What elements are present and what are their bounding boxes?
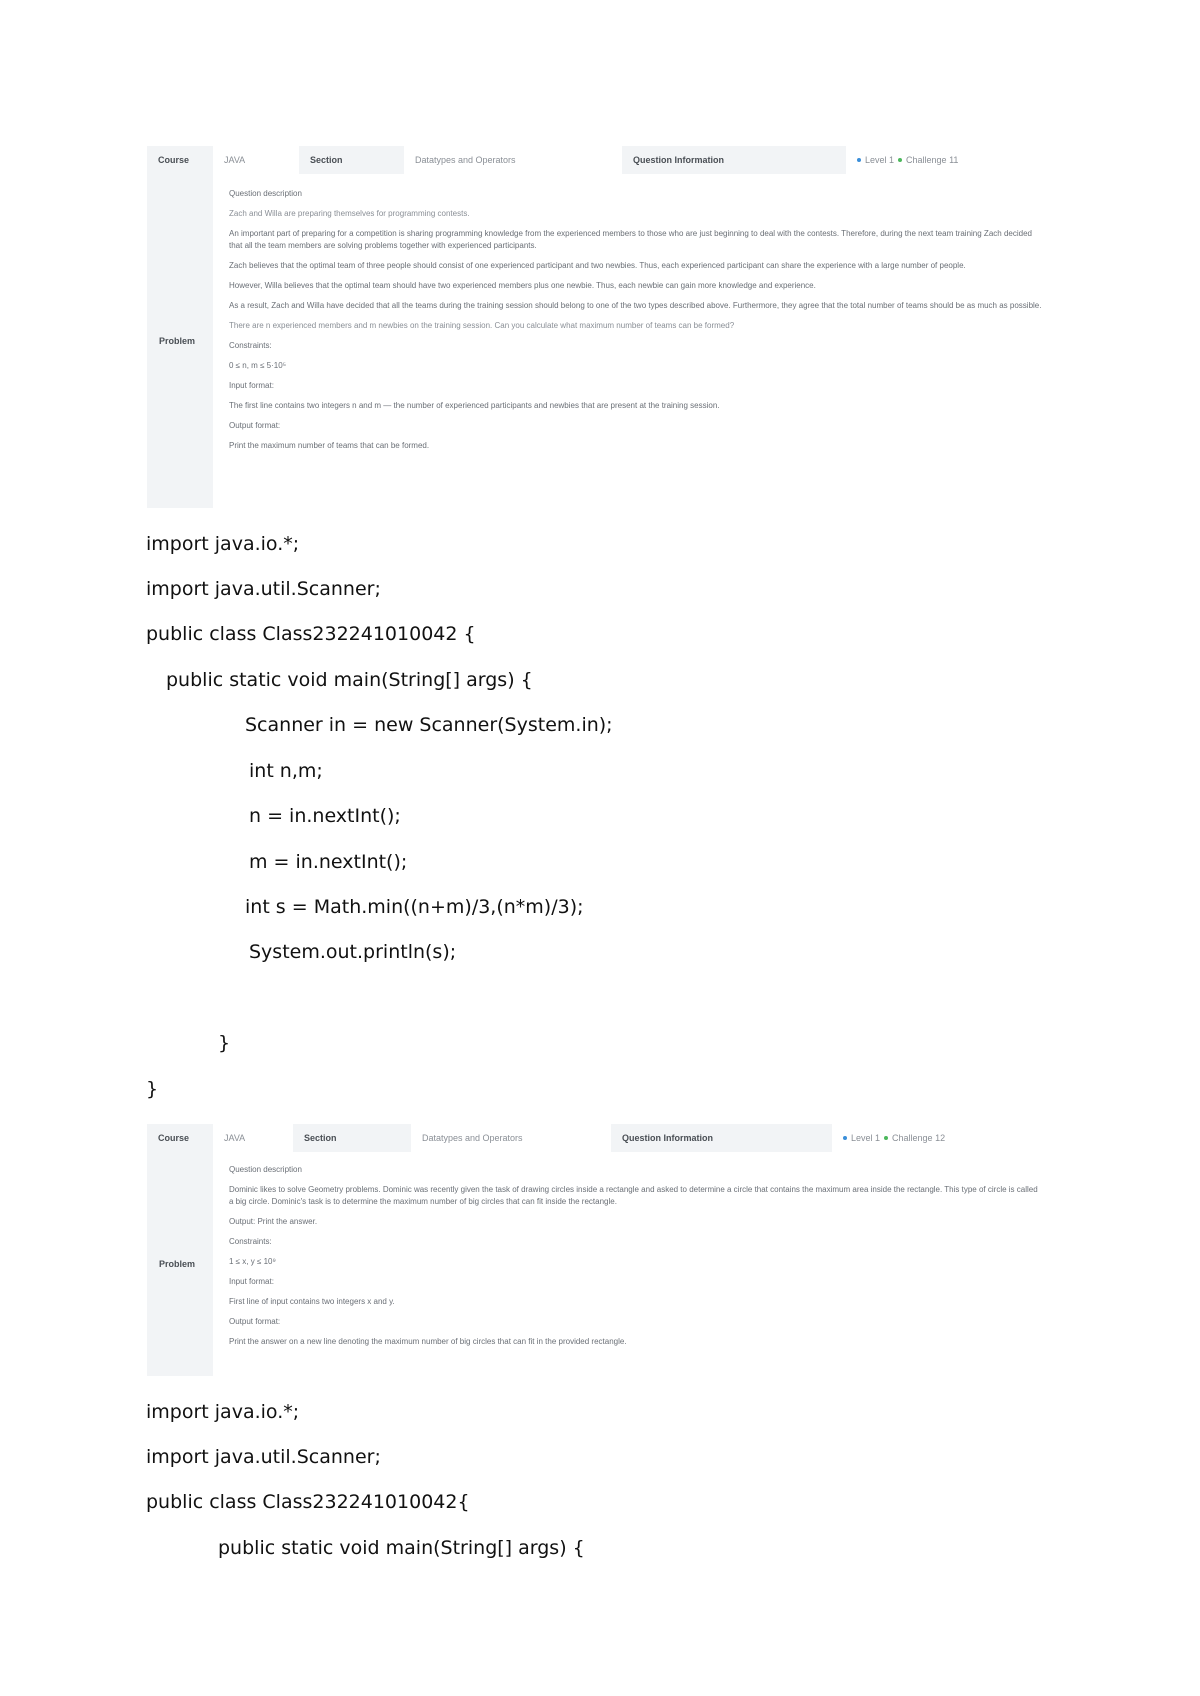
output-format-text: Print the maximum number of teams that can be formed. <box>229 441 430 450</box>
question-header <box>147 146 1042 174</box>
code-line: import java.util.Scanner; <box>146 1446 381 1468</box>
question-heading: Question description <box>229 1165 302 1174</box>
code-line: Scanner in = new Scanner(System.in); <box>245 714 613 736</box>
problem-paragraph: However, Willa believes that the optimal team should have two experienced members plus one newbie. Thus, each newbie can gain more knowledge and experience. <box>229 281 816 290</box>
section-label: Section <box>293 1124 411 1152</box>
output-format-heading: Output format: <box>229 1317 281 1326</box>
output-format-text: Print the answer on a new line denoting the maximum number of big circles that can fit in the provided rectangle. <box>229 1337 627 1346</box>
problem-paragraph: Output: Print the answer. <box>229 1217 318 1226</box>
code-line: int s = Math.min((n+m)/3,(n*m)/3); <box>245 896 584 918</box>
problem-paragraph: Zach and Willa are preparing themselves for programming contests. <box>229 209 470 218</box>
section-value: Datatypes and Operators <box>404 146 622 174</box>
problem-paragraph: An important part of preparing for a competition is sharing programming knowledge from the experienced members to those who are just beginning to deal with the contests. Therefore, during the next team training Zach decided that all the team members are solving problems together with experienced participants. <box>229 229 1032 250</box>
constraints-heading: Constraints: <box>229 1237 272 1246</box>
problem-paragraph: Zach believes that the optimal team of three people should consist of one experienced participant and two newbies. Thus, each experienced participant can share the experience with a large number of people. <box>229 261 966 270</box>
problem-paragraph: Dominic likes to solve Geometry problems. Dominic was recently given the task of drawing circles inside a rectangle and asked to determine a circle that contains the maximum area inside the rectangle. This type of circle is called a big circle. Dominic's task is to determine the maximum number of big circles that can fit inside the rectangle. <box>229 1185 1038 1206</box>
constraints-heading: Constraints: <box>229 341 272 350</box>
question-heading: Question description <box>229 189 302 198</box>
code-line: int n,m; <box>249 760 323 782</box>
constraints-value: 0 ≤ n, m ≤ 5·10⁵ <box>229 361 287 370</box>
course-value: JAVA <box>213 146 299 174</box>
problem-paragraph: There are n experienced members and m newbies on the training session. Can you calculate what maximum number of teams can be formed? <box>229 321 735 330</box>
code-line: System.out.println(s); <box>249 941 457 963</box>
code-line: } <box>218 1032 231 1054</box>
code-line: public class Class232241010042{ <box>146 1491 470 1513</box>
problem-content <box>213 1152 1042 1376</box>
input-format-text: The first line contains two integers n and m — the number of experienced participants and newbies that are present at the training session. <box>229 401 720 410</box>
code-line: import java.io.*; <box>146 533 300 555</box>
output-format-heading: Output format: <box>229 421 281 430</box>
problem-row <box>147 1152 1042 1376</box>
challenge-badge: Challenge 12 <box>884 1133 945 1143</box>
problem-content <box>213 174 1042 508</box>
question-info-label: Question Information <box>622 146 846 174</box>
level-dot-icon <box>857 158 861 162</box>
level-badge: Level 1 <box>857 155 894 165</box>
problem-label: Problem <box>147 174 213 508</box>
section-value: Datatypes and Operators <box>411 1124 611 1152</box>
question-card-1 <box>147 146 1042 508</box>
code-line: n = in.nextInt(); <box>249 805 401 827</box>
code-line: } <box>146 1078 159 1100</box>
level-badge: Level 1 <box>843 1133 880 1143</box>
code-line: public static void main(String[] args) { <box>166 669 533 691</box>
input-format-text: First line of input contains two integers x and y. <box>229 1297 395 1306</box>
section-label: Section <box>299 146 404 174</box>
challenge-dot-icon <box>884 1136 888 1140</box>
course-label: Course <box>147 146 213 174</box>
problem-label: Problem <box>147 1152 213 1376</box>
code-line: import java.util.Scanner; <box>146 578 381 600</box>
status-badges <box>846 155 958 165</box>
level-dot-icon <box>843 1136 847 1140</box>
input-format-heading: Input format: <box>229 1277 274 1286</box>
code-line: public class Class232241010042 { <box>146 623 476 645</box>
code-line: public static void main(String[] args) { <box>218 1537 585 1559</box>
challenge-dot-icon <box>898 158 902 162</box>
problem-row <box>147 174 1042 508</box>
problem-paragraph: As a result, Zach and Willa have decided that all the teams during the training session should belong to one of the two types described above. Furthermore, they agree that the total number of teams should be as much as possible. <box>229 301 1042 310</box>
question-info-label: Question Information <box>611 1124 832 1152</box>
question-header <box>147 1124 1042 1152</box>
status-badges <box>832 1133 945 1143</box>
question-card-2 <box>147 1124 1042 1376</box>
code-line: import java.io.*; <box>146 1401 300 1423</box>
constraints-value: 1 ≤ x, y ≤ 10⁹ <box>229 1257 276 1266</box>
course-label: Course <box>147 1124 213 1152</box>
code-line: m = in.nextInt(); <box>249 851 408 873</box>
challenge-badge: Challenge 11 <box>898 155 958 165</box>
input-format-heading: Input format: <box>229 381 274 390</box>
course-value: JAVA <box>213 1124 293 1152</box>
